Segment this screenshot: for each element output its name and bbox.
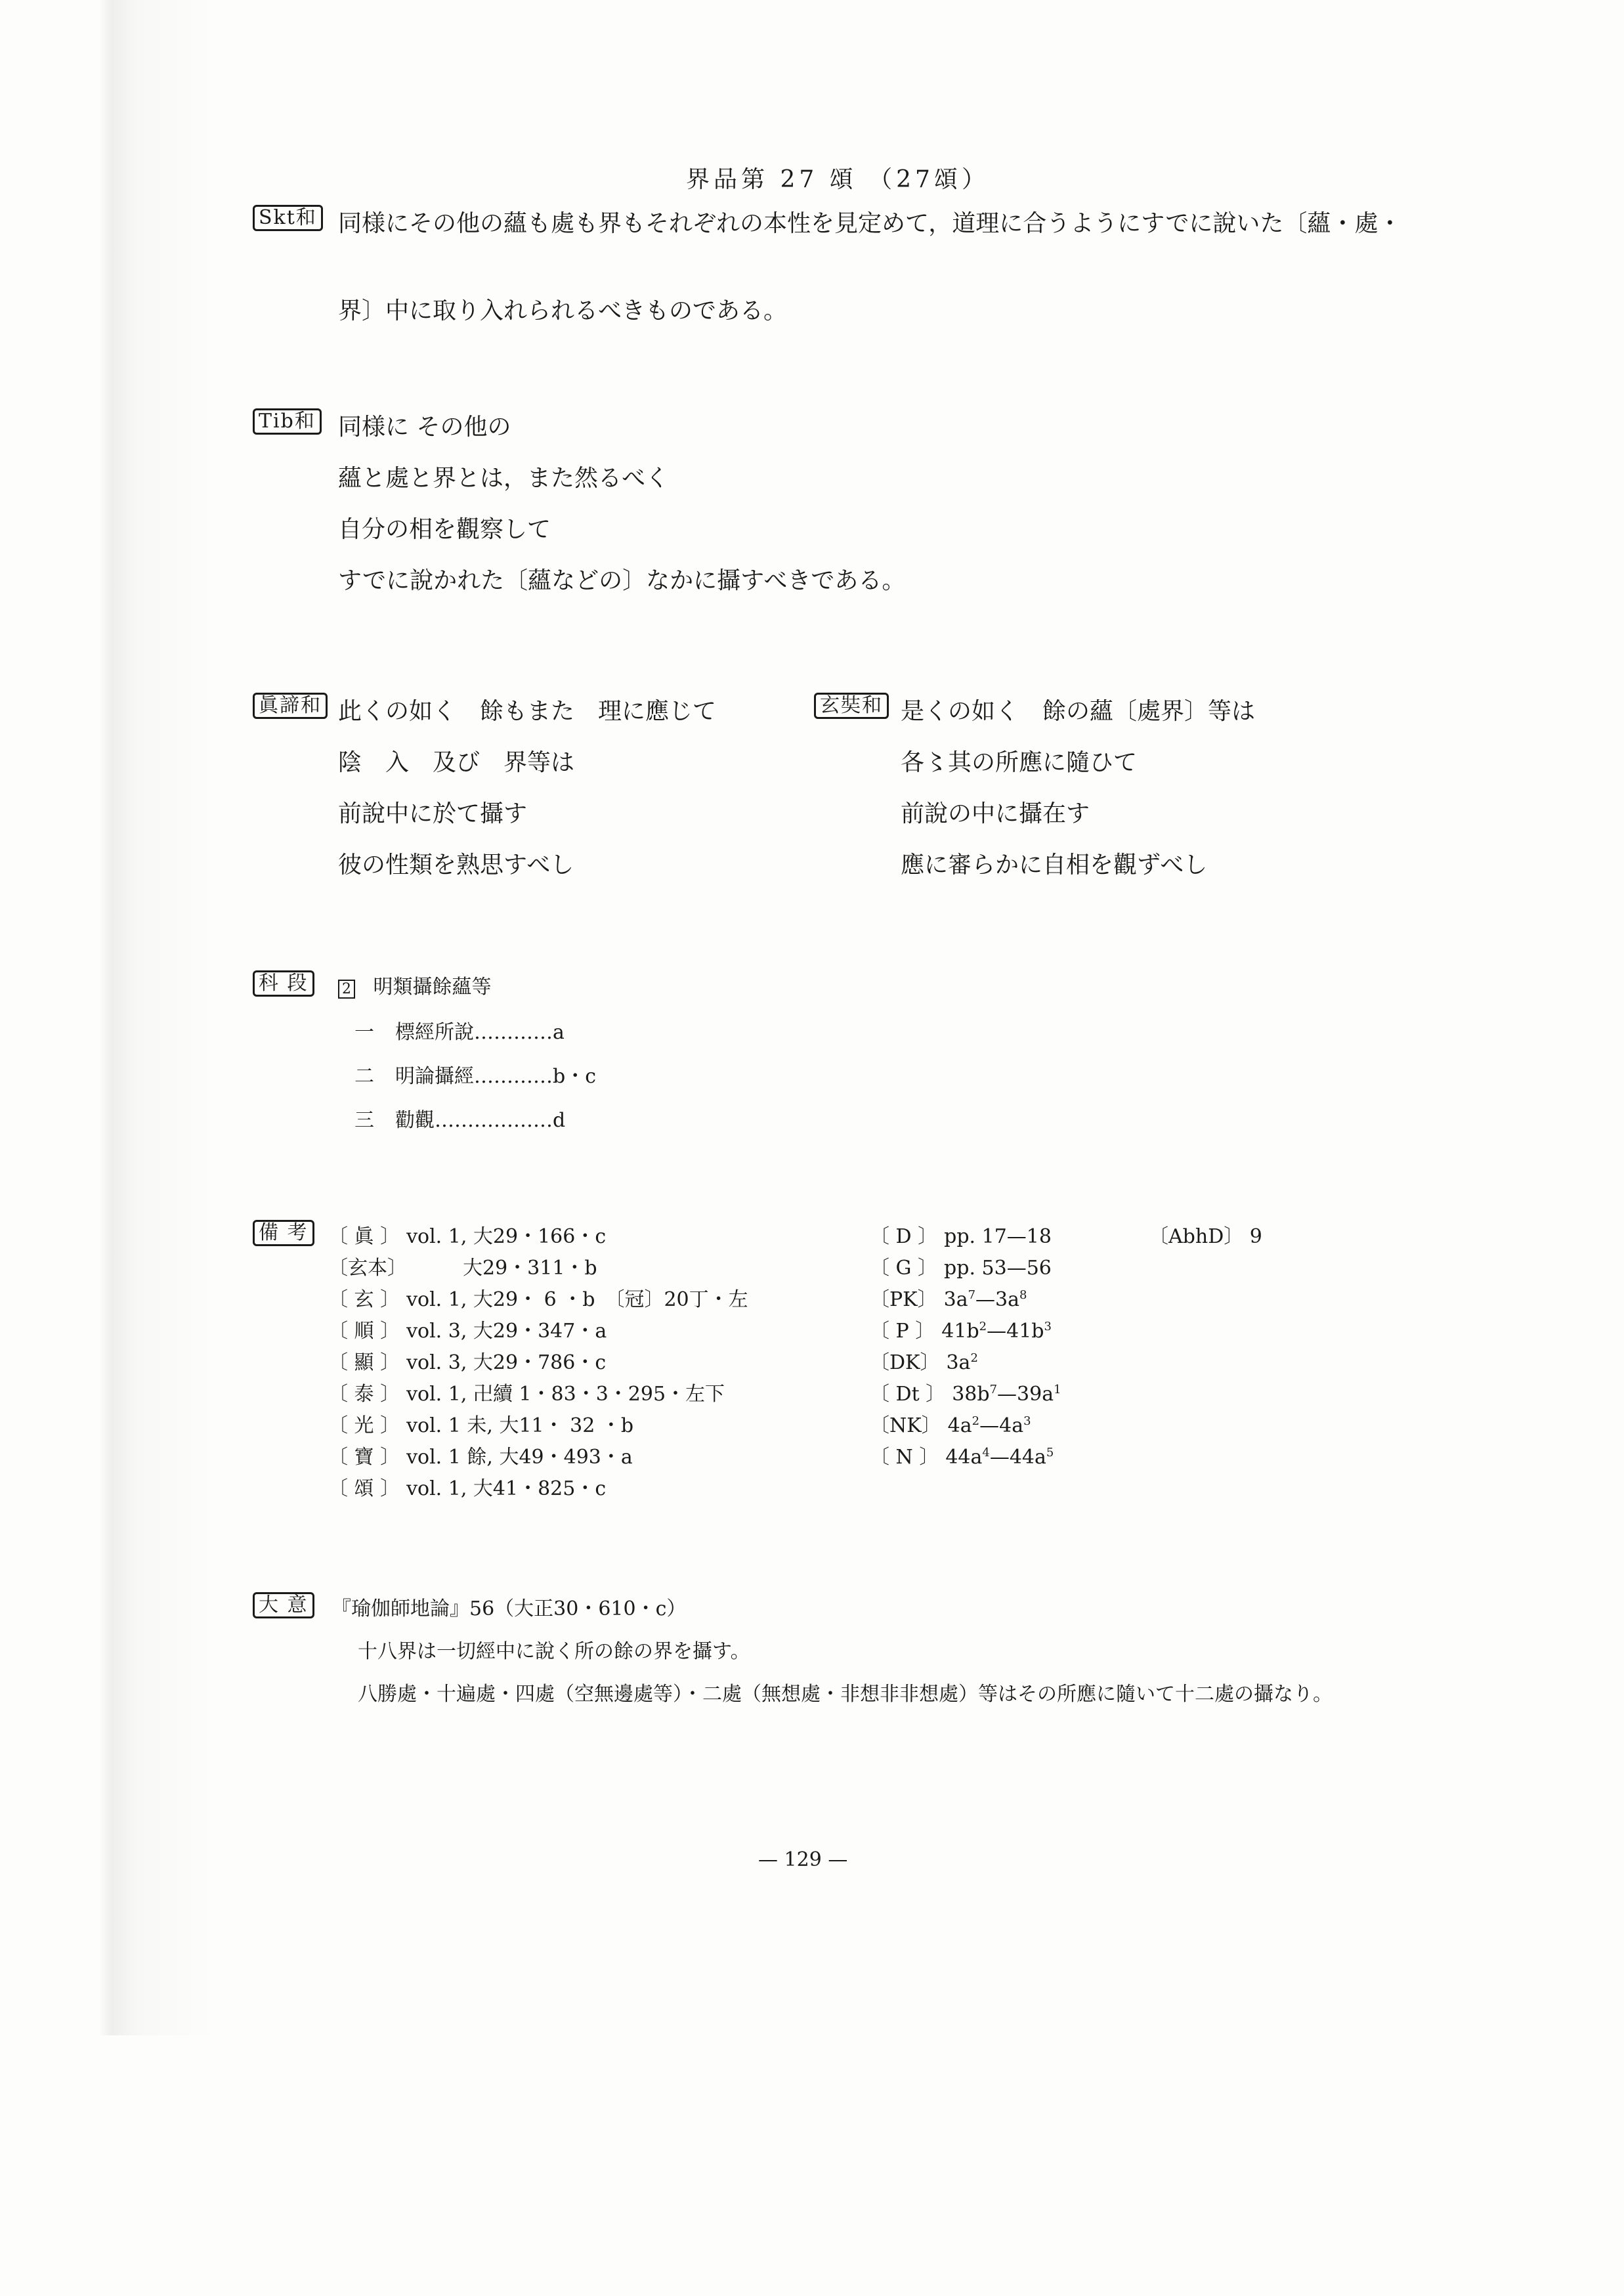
shintai-line: 陰 入 及び 界等は [338, 749, 575, 776]
kadan-label: 科 段 [253, 970, 314, 997]
shintai-label: 眞諦和 [253, 693, 328, 719]
tib-line: 自分の相を觀察して [338, 516, 551, 543]
biko-ref: 〔 顯 〕 vol. 3, 大29・786・c [328, 1351, 607, 1374]
taii-label: 大 意 [253, 1592, 314, 1618]
skt-line-1: 同様にその他の蘊も處も界もそれぞれの本性を見定めて，道理に合うようにすでに說いた〔蘊・處・ [338, 210, 1402, 237]
tib-line: 同様に その他の [338, 414, 511, 441]
taii-source: 『瑜伽師地論』56（大正30・610・c） [331, 1597, 687, 1620]
shintai-line: 彼の性類を熟思すべし [338, 852, 574, 878]
kadan-heading-text: 明類攝餘蘊等 [373, 976, 492, 999]
biko-abhd: 〔AbhD〕 9 [1149, 1225, 1262, 1248]
skt-line-2: 界〕中に取り入れられるべきものである。 [338, 297, 788, 324]
scan-shadow [0, 0, 217, 2035]
taii-line: 八勝處・十遍處・四處（空無邊處等）・二處（無想處・非想非非想處）等はその所應に隨いて十二處の攝なり。 [358, 1683, 1333, 1706]
shintai-line: 前說中に於て攝す [338, 800, 528, 827]
biko-ref-tib: 〔 N 〕 $44a^4—44a^5$ [870, 1446, 1054, 1469]
page-number: — 129 — [758, 1848, 848, 1871]
shintai-line: 此くの如く 餘もまた 理に應じて [338, 698, 717, 725]
biko-ref: 〔 順 〕 vol. 3, 大29・347・a [328, 1320, 607, 1343]
biko-ref-tib: 〔NK〕 $4a^2—4a^3$ [870, 1414, 1031, 1437]
genjo-line: 前說の中に攝在す [901, 800, 1090, 827]
skt-label: Skt和 [253, 205, 323, 231]
biko-ref-tib: 〔DK〕 $3a^2$ [870, 1351, 978, 1374]
genjo-line: 各〻其の所應に隨ひて [901, 749, 1138, 776]
biko-ref: 〔 眞 〕 vol. 1, 大29・166・c [328, 1225, 607, 1248]
biko-ref: 〔玄本〕 大29・311・b [328, 1257, 597, 1280]
biko-ref: 〔 寶 〕 vol. 1 餘, 大49・493・a [328, 1446, 633, 1469]
tib-line: 蘊と處と界とは，また然るべく [338, 465, 670, 492]
biko-ref: 〔 光 〕 vol. 1 未, 大11・ 32 ・b [328, 1414, 634, 1437]
biko-ref-tib: 〔 D 〕 pp. 17—18 [870, 1225, 1052, 1248]
biko-ref-tib: 〔 Dt 〕 $38b^7—39a^1$ [870, 1383, 1061, 1406]
tib-label: Tib和 [253, 408, 322, 435]
kadan-heading [338, 970, 492, 999]
biko-ref: 〔 泰 〕 vol. 1, 卍續 1・83・3・295・左下 [328, 1383, 725, 1406]
kadan-item: 二 明論攝經…………b・c [354, 1065, 597, 1088]
genjo-line: 是くの如く 餘の蘊〔處界〕等は [901, 698, 1256, 725]
biko-label: 備 考 [253, 1220, 314, 1246]
biko-ref: 〔 頌 〕 vol. 1, 大41・825・c [328, 1477, 607, 1500]
biko-ref-tib: 〔PK〕 $3a^7—3a^8$ [870, 1288, 1027, 1311]
page-title: 界品第 27 頌 （27頌） [686, 166, 989, 193]
biko-ref-tib: 〔 P 〕 $41b^2—41b^3$ [870, 1320, 1052, 1343]
biko-ref-tib: 〔 G 〕 pp. 53—56 [870, 1257, 1052, 1280]
biko-ref: 〔 玄 〕 vol. 1, 大29・ 6 ・b 〔冠〕20丁・左 [328, 1288, 748, 1311]
kadan-heading-number: 2 [338, 980, 355, 999]
kadan-item: 一 標經所說…………a [354, 1021, 565, 1044]
genjo-line: 應に審らかに自相を觀ずべし [901, 852, 1208, 878]
taii-line: 十八界は一切經中に說く所の餘の界を攝す。 [358, 1640, 750, 1663]
tib-line: すでに說かれた〔蘊などの〕なかに攝すべきである。 [338, 567, 906, 594]
kadan-item: 三 勸觀………………d [354, 1109, 566, 1132]
genjo-label: 玄奘和 [814, 693, 889, 719]
